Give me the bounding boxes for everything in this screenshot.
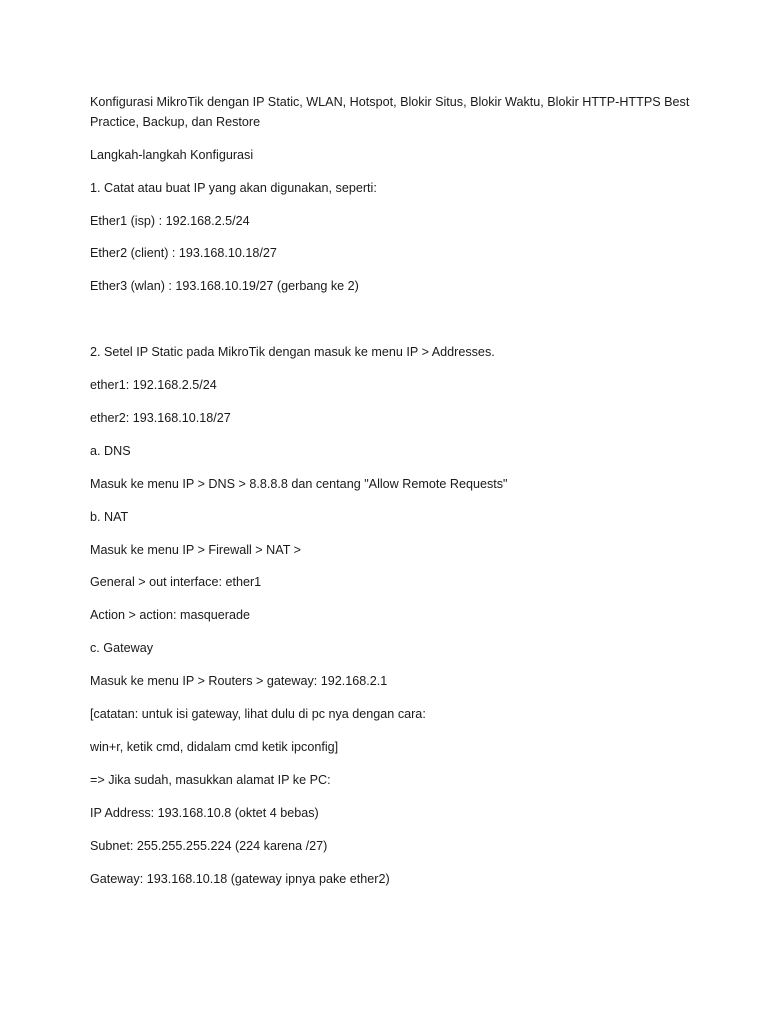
ip-ether2-client: Ether2 (client) : 193.168.10.18/27	[90, 246, 277, 260]
step-1-heading: 1. Catat atau buat IP yang akan digunakan, seperti:	[90, 181, 377, 195]
pc-subnet: Subnet: 255.255.255.224 (224 karena /27)	[90, 839, 328, 853]
gateway-note-line-1: [catatan: untuk isi gateway, lihat dulu di pc nya dengan cara:	[90, 707, 426, 721]
document-title-line-1: Konfigurasi MikroTik dengan IP Static, WLAN, Hotspot, Blokir Situs, Blokir Waktu, Blokir HTTP-HTTPS Best	[90, 95, 690, 109]
pc-gateway: Gateway: 193.168.10.18 (gateway ipnya pake ether2)	[90, 872, 390, 886]
ip-ether1-isp: Ether1 (isp) : 192.168.2.5/24	[90, 214, 250, 228]
dns-heading: a. DNS	[90, 444, 131, 458]
step-2-heading: 2. Setel IP Static pada MikroTik dengan masuk ke menu IP > Addresses.	[90, 345, 495, 359]
nat-instruction: Masuk ke menu IP > Firewall > NAT >	[90, 543, 302, 557]
document-title-line-2: Practice, Backup, dan Restore	[90, 115, 261, 129]
dns-instruction: Masuk ke menu IP > DNS > 8.8.8.8 dan centang "Allow Remote Requests"	[90, 477, 508, 491]
pc-ip-address: IP Address: 193.168.10.8 (oktet 4 bebas)	[90, 806, 319, 820]
gateway-heading: c. Gateway	[90, 641, 153, 655]
section-subtitle: Langkah-langkah Konfigurasi	[90, 148, 254, 162]
address-ether2: ether2: 193.168.10.18/27	[90, 411, 231, 425]
nat-general: General > out interface: ether1	[90, 575, 262, 589]
ip-ether3-wlan: Ether3 (wlan) : 193.168.10.19/27 (gerbang ke 2)	[90, 279, 359, 293]
gateway-note-line-2: win+r, ketik cmd, didalam cmd ketik ipconfig]	[90, 740, 339, 754]
pc-ip-heading: => Jika sudah, masukkan alamat IP ke PC:	[90, 773, 331, 787]
address-ether1: ether1: 192.168.2.5/24	[90, 378, 217, 392]
nat-heading: b. NAT	[90, 510, 129, 524]
gateway-instruction: Masuk ke menu IP > Routers > gateway: 192.168.2.1	[90, 674, 388, 688]
nat-action: Action > action: masquerade	[90, 608, 250, 622]
